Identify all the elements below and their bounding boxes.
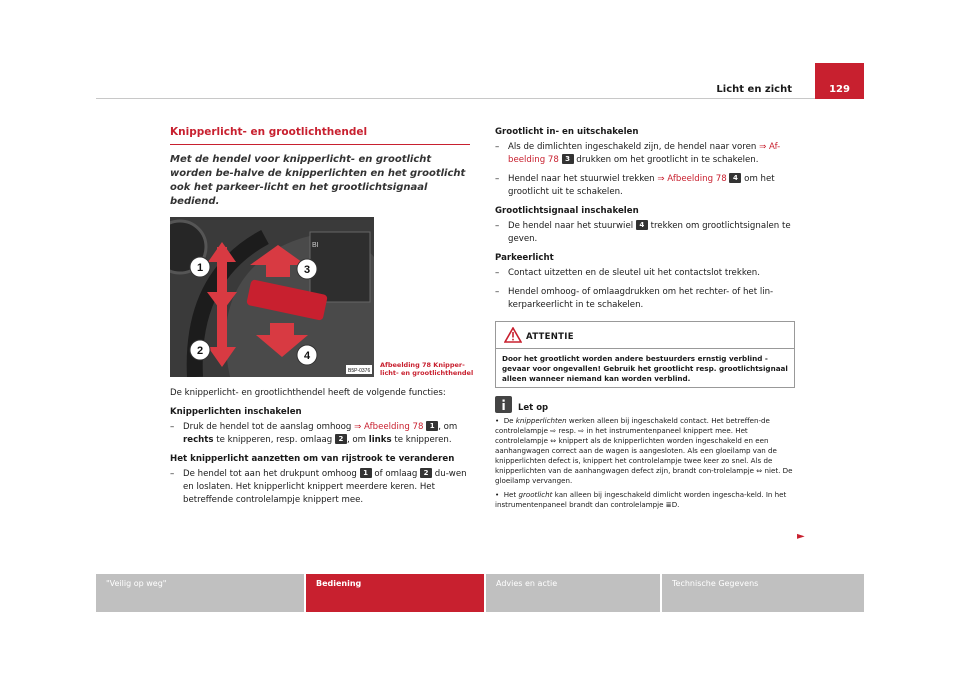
callout-number: 1: [426, 421, 438, 431]
callout-number: 2: [335, 434, 347, 444]
note-title: Let op: [518, 403, 549, 413]
figure-number-4: 4: [303, 350, 311, 362]
subheading-flash: Grootlichtsignaal inschakelen: [495, 206, 639, 216]
header-title: Licht en zicht: [716, 84, 792, 95]
warning-box: [495, 321, 795, 388]
footer-tabs: [96, 574, 864, 612]
figure-link[interactable]: ⇒ Afbeelding 78: [354, 422, 424, 432]
list-item: – Hendel omhoog- of omlaagdrukken om het rechter- of het lin-kerparkeerlicht in te schakelen.: [495, 286, 795, 312]
figure-code: B5P-0376: [348, 368, 371, 374]
figure-78: [170, 217, 474, 377]
figure-link[interactable]: ⇒ Afbeelding 78: [657, 174, 727, 184]
tab-technical[interactable]: Technische Gegevens: [662, 574, 864, 612]
intro-text: De knipperlicht- en grootlichthendel heeft de volgende functies:: [170, 388, 446, 398]
subheading-parking-light: Parkeerlicht: [495, 253, 554, 263]
note-paragraph: • Het grootlicht kan alleen bij ingeschakeld dimlicht worden ingescha-keld. In het instrumentenpaneel brandt dan controlelampje ≣D.: [495, 490, 787, 509]
list-item: – De hendel naar het stuurwiel 4 trekken om grootlichtsignalen te geven.: [495, 220, 795, 246]
list-item: – De hendel tot aan het drukpunt omhoog 1 of omlaag 2 du-wen en loslaten. Het knipperlicht knippert meerdere keren. Het betreffende controlelampje knippert mee.: [170, 468, 470, 507]
page-number: 129: [829, 84, 850, 95]
header-rule: [96, 98, 864, 99]
callout-number: 4: [636, 220, 648, 230]
warning-triangle-icon: [504, 327, 522, 343]
right-column: [495, 126, 795, 514]
callout-number: 4: [729, 173, 741, 183]
tab-operation[interactable]: Bediening: [306, 574, 484, 612]
panel-text: BI: [312, 242, 319, 249]
subheading-high-beam: Grootlicht in- en uitschakelen: [495, 127, 639, 137]
figure-number-1: 1: [196, 262, 204, 274]
callout-number: 1: [360, 468, 372, 478]
next-page-arrow-icon[interactable]: ►: [797, 531, 805, 542]
info-icon: [495, 396, 512, 413]
callout-number: 2: [420, 468, 432, 478]
figure-number-3: 3: [303, 264, 311, 276]
figure-caption: Afbeelding 78 Knipper-licht- en grootlichthendel: [380, 361, 474, 377]
note-header: [495, 396, 795, 416]
list-item: – Contact uitzetten en de sleutel uit het contactslot trekken.: [495, 267, 795, 280]
list-item: – Hendel naar het stuurwiel trekken ⇒ Afbeelding 78 4 om het grootlicht uit te schakelen.: [495, 173, 795, 199]
figure-photo: [170, 217, 374, 377]
list-item: – Als de dimlichten ingeschakeld zijn, de hendel naar voren ⇒ Af-beelding 78 3 drukken om het grootlicht in te schakelen.: [495, 141, 795, 167]
note-paragraph: • De knipperlichten werken alleen bij ingeschakeld contact. Het betreffen-de controlelampje ⇨ resp. ⇨ in het instrumentenpaneel knippert mee. Het controlelampje ⇔ knippert als de knipperlichten worden ingeschakeld en een aanhangwagen correct aan de wagen is aangesloten. Als een gloeilamp van de knipperlichten defect is, knippert het controlelampje twee keer zo snel. Als de knipperlichten van de aanhangwagen defect zijn, brandt con-trolelampje ⇔ niet. De gloeilamp vervangen.: [495, 416, 793, 485]
figure-number-2: 2: [196, 345, 204, 357]
list-item: – Druk de hendel tot de aanslag omhoog ⇒ Afbeelding 78 1 , om rechts te knipperen, resp. omlaag 2 , om links te knipperen.: [170, 421, 470, 447]
warning-title: ATTENTIE: [526, 332, 574, 342]
figure-link[interactable]: ⇒ Af-beelding 78: [508, 142, 781, 165]
subheading-indicators: Knipperlichten inschakelen: [170, 407, 302, 417]
left-column: [170, 126, 474, 513]
section-heading: Knipperlicht- en grootlichthendel: [170, 126, 368, 138]
lead-paragraph: Met de hendel voor knipperlicht- en grootlicht worden be-halve de knipperlichten en het grootlicht ook het parkeer-licht en het grootlichtsignaal bediend.: [170, 154, 466, 207]
heading-rule: [170, 144, 470, 145]
callout-number: 3: [562, 154, 574, 164]
warning-text: Door het grootlicht worden andere bestuurders ernstig verblind - gevaar voor ongevallen! Gebruik het grootlicht resp. grootlichtsignaal alleen wanneer niemand kan worden verblind.: [502, 354, 788, 383]
subheading-lane-change: Het knipperlicht aanzetten om van rijstrook te veranderen: [170, 454, 455, 464]
tab-advice[interactable]: Advies en actie: [486, 574, 660, 612]
tab-safety[interactable]: "Veilig op weg": [96, 574, 304, 612]
